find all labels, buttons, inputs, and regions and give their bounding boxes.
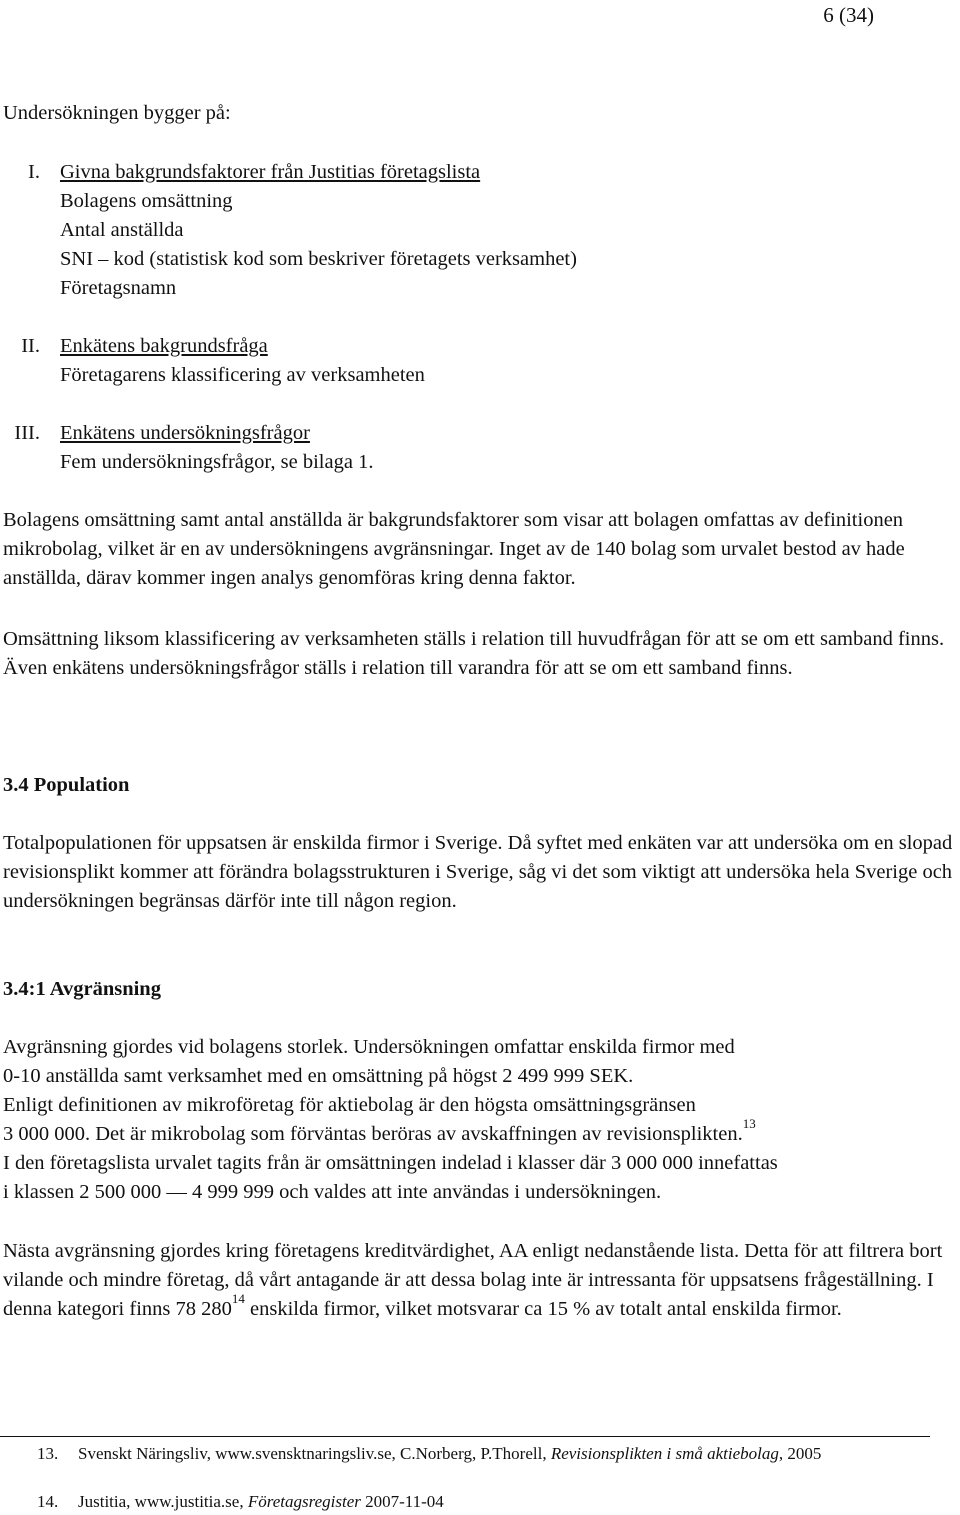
footnote-text-span: 2007-11-04 xyxy=(360,1492,444,1511)
list-item-line: Fem undersökningsfrågor, se bilaga 1. xyxy=(60,451,374,473)
page-number: 6 (34) xyxy=(823,3,874,27)
list-item-number: II. xyxy=(21,335,40,357)
list-item xyxy=(0,419,960,477)
paragraph-population: Totalpopulationen för uppsatsen är enskilda firmor i Sverige. Då syftet med enkäten var att undersöka om en slopad revisionsplikt kommer att förändra bolagsstrukturen i Sverige, såg vi det som viktigt att undersöka hela Sverige och undersökningen begränsas därför inte till någon region. xyxy=(3,832,953,912)
text-span: enskilda firmor, vilket motsvarar ca 15 % av totalt antal enskilda firmor. xyxy=(244,1298,842,1320)
footnote-ref-13[interactable]: 13 xyxy=(742,1116,756,1132)
list-item-line: SNI – kod (statistisk kod som beskriver företagets verksamhet) xyxy=(60,248,577,270)
footnote-text xyxy=(78,1442,908,1466)
text-line xyxy=(3,1116,956,1149)
numbered-list xyxy=(0,158,960,477)
list-item-heading: Enkätens undersökningsfrågor xyxy=(60,422,310,444)
heading-population: 3.4 Population xyxy=(3,774,130,796)
footnote-13 xyxy=(0,1442,960,1490)
footnote-divider xyxy=(0,1436,930,1437)
footnote-ref-14[interactable]: 14 xyxy=(231,1291,245,1307)
paragraph-background-factors: Bolagens omsättning samt antal anställda är bakgrundsfaktorer som visar att bolagen omfattas av definitionen mikrobolag, vilket är en av undersökningens avgränsningar. Inget av de 140 bolag som urvalet bestod av hade anställda, därav kommer ingen analys genomföras kring denna faktor. xyxy=(3,509,905,589)
list-item-line: Bolagens omsättning xyxy=(60,190,233,212)
list-item-line: Företagsnamn xyxy=(60,277,177,299)
text-line: i klassen 2 500 000 — 4 999 999 och valdes att inte användas i undersökningen. xyxy=(3,1181,662,1203)
list-item-number: I. xyxy=(28,161,40,183)
text-line: Avgränsning gjordes vid bolagens storlek. Undersökningen omfattar enskilda firmor med xyxy=(3,1036,735,1058)
paragraph-avgransning-2 xyxy=(3,1237,956,1324)
list-item-line: Antal anställda xyxy=(60,219,184,241)
list-item-line: Företagarens klassificering av verksamheten xyxy=(60,364,425,386)
text-line: Enligt definitionen av mikroföretag för aktiebolag är den högsta omsättningsgränsen xyxy=(3,1094,696,1116)
list-item xyxy=(0,332,960,390)
text-span: Nästa avgränsning gjordes kring företagens kreditvärdighet, AA enligt nedanstående lista. Detta för att filtrera bort vilande och mindre företag, då vårt antagande är att dessa bolag inte är intressanta för uppsatsens frågeställning. I denna kategori finns 78 280 xyxy=(3,1240,943,1320)
list-item-heading: Enkätens bakgrundsfråga xyxy=(60,335,268,357)
footnote-title: Företagsregister xyxy=(247,1492,361,1511)
text-span: 3 000 000. Det är mikrobolag som förväntas beröras av avskaffningen av revisionsplikten. xyxy=(3,1123,743,1145)
intro-text: Undersökningen bygger på: xyxy=(3,102,231,124)
footnote-number: 14. xyxy=(37,1492,59,1511)
footnote-text-span: Svenskt Näringsliv, www.svensktnaringsliv.se, C.Norberg, P.Thorell, xyxy=(78,1444,551,1463)
footnote-14 xyxy=(0,1490,960,1514)
list-item xyxy=(0,158,960,303)
paragraph-avgransning-1 xyxy=(3,1033,956,1207)
paragraph-relations: Omsättning liksom klassificering av verksamheten ställs i relation till huvudfrågan för att se om ett samband finns. Även enkätens undersökningsfrågor ställs i relation till varandra för att se om ett samband finns. xyxy=(3,628,945,679)
footnote-text-span: Justitia, www.justitia.se, xyxy=(78,1492,248,1511)
list-item-heading: Givna bakgrundsfaktorer från Justitias företagslista xyxy=(60,161,481,183)
footnote-number: 13. xyxy=(37,1444,59,1463)
heading-avgransning: 3.4:1 Avgränsning xyxy=(3,978,161,1000)
text-line: I den företagslista urvalet tagits från är omsättningen indelad i klasser där 3 000 000 innefattas xyxy=(3,1152,778,1174)
text-line: 0-10 anställda samt verksamhet med en omsättning på högst 2 499 999 SEK. xyxy=(3,1065,634,1087)
list-item-number: III. xyxy=(14,422,40,444)
footnote-text xyxy=(78,1490,908,1514)
footnote-text-span: , 2005 xyxy=(778,1444,822,1463)
footnote-title: Revisionsplikten i små aktiebolag xyxy=(550,1444,779,1463)
